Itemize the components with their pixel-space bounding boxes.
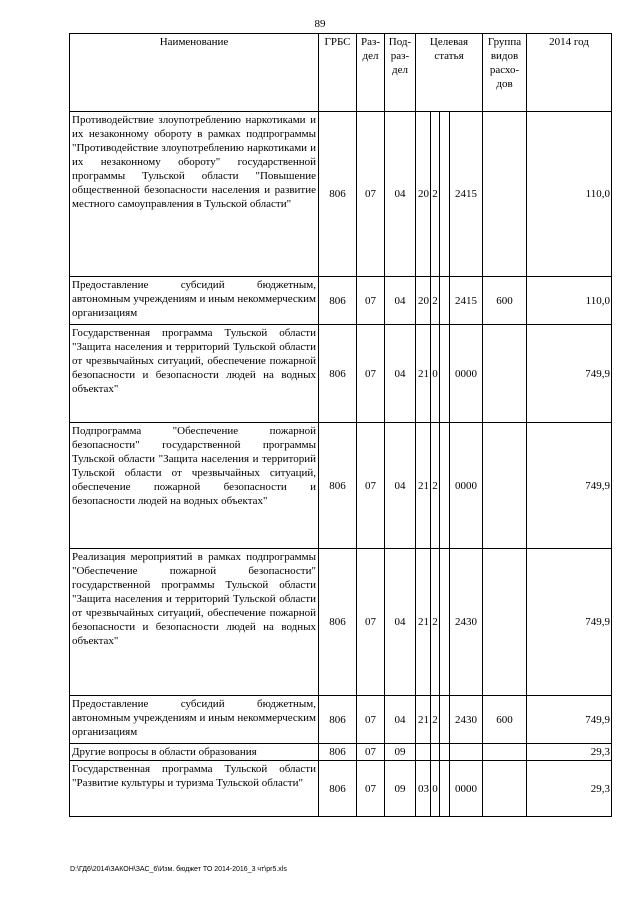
row-cs-subprogram: 2 (431, 277, 440, 325)
row-name: Предоставление субсидий бюджетным, автономным учреждениям и иным некоммерческим организациям (70, 696, 319, 744)
header-podrazdel: Под-раз-дел (385, 34, 416, 112)
row-name: Государственная программа Тульской области "Защита населения и территорий Тульской области от чрезвычайных ситуаций, обеспечение пожарной безопасности и безопасности людей на водных объектах" (70, 325, 319, 423)
row-cs-direction (450, 744, 483, 761)
row-vid-rashodov (483, 423, 527, 549)
row-grbs: 806 (319, 744, 357, 761)
row-cs-subprogram: 2 (431, 423, 440, 549)
row-cs-direction: 2430 (450, 696, 483, 744)
row-podrazdel: 09 (385, 744, 416, 761)
row-cs-extra (440, 325, 450, 423)
row-grbs: 806 (319, 325, 357, 423)
row-cs-direction: 2415 (450, 112, 483, 277)
row-name: Противодействие злоупотреблению наркотиками и их незаконному обороту в рамках подпрограммы "Противодействие злоупотреблению наркотиками и их незаконному обороту" государственной программы Тульской области "Повышение общественной безопасности населения и развитие местного самоуправления в Тульской области" (70, 112, 319, 277)
row-name: Государственная программа Тульской области "Развитие культуры и туризма Тульской области" (70, 761, 319, 817)
row-cs-extra (440, 744, 450, 761)
row-sum: 29,3 (527, 761, 612, 817)
file-path-footer: D:\ГД6\2014\ЗАКОН\ЗАС_6\Изм. бюджет ТО 2014-2016_3 чт\pr5.xls (70, 866, 287, 873)
row-cs-direction: 0000 (450, 761, 483, 817)
header-grbs: ГРБС (319, 34, 357, 112)
row-cs-extra (440, 277, 450, 325)
table-row (70, 112, 612, 277)
row-cs-program: 21 (416, 549, 431, 696)
header-celevaya: Целевая статья (416, 34, 483, 112)
row-vid-rashodov: 600 (483, 696, 527, 744)
table-row (70, 744, 612, 761)
row-sum: 749,9 (527, 423, 612, 549)
row-vid-rashodov (483, 549, 527, 696)
row-cs-direction: 2415 (450, 277, 483, 325)
row-vid-rashodov (483, 325, 527, 423)
table-row (70, 325, 612, 423)
row-name: Другие вопросы в области образования (70, 744, 319, 761)
row-cs-direction: 0000 (450, 423, 483, 549)
row-razdel: 07 (357, 549, 385, 696)
row-podrazdel: 04 (385, 325, 416, 423)
row-cs-extra (440, 112, 450, 277)
header-name: Наименование (70, 34, 319, 112)
row-cs-subprogram: 2 (431, 696, 440, 744)
row-sum: 749,9 (527, 325, 612, 423)
row-grbs: 806 (319, 696, 357, 744)
row-cs-subprogram (431, 744, 440, 761)
header-razdel: Раз-дел (357, 34, 385, 112)
page-number: 89 (314, 18, 326, 30)
row-cs-program (416, 744, 431, 761)
header-year: 2014 год (527, 34, 612, 112)
row-razdel: 07 (357, 696, 385, 744)
row-podrazdel: 04 (385, 277, 416, 325)
row-vid-rashodov (483, 761, 527, 817)
row-cs-subprogram: 2 (431, 112, 440, 277)
row-cs-program: 21 (416, 325, 431, 423)
table-row (70, 423, 612, 549)
row-sum: 749,9 (527, 696, 612, 744)
row-podrazdel: 04 (385, 112, 416, 277)
row-cs-direction: 2430 (450, 549, 483, 696)
row-grbs: 806 (319, 761, 357, 817)
row-cs-program: 21 (416, 696, 431, 744)
row-cs-program: 20 (416, 112, 431, 277)
row-cs-subprogram: 2 (431, 549, 440, 696)
row-grbs: 806 (319, 423, 357, 549)
row-vid-rashodov (483, 112, 527, 277)
row-name: Подпрограмма "Обеспечение пожарной безопасности" государственной программы Тульской области "Защита населения и территорий Тульской области от чрезвычайных ситуаций, обеспечение пожарной безопасности и безопасности людей на водных объектах" (70, 423, 319, 549)
row-sum: 110,0 (527, 277, 612, 325)
header-gruppa: Группа видов расхо-дов (483, 34, 527, 112)
row-razdel: 07 (357, 761, 385, 817)
row-sum: 29,3 (527, 744, 612, 761)
row-cs-program: 20 (416, 277, 431, 325)
row-grbs: 806 (319, 112, 357, 277)
row-vid-rashodov: 600 (483, 277, 527, 325)
row-razdel: 07 (357, 423, 385, 549)
row-podrazdel: 04 (385, 549, 416, 696)
budget-table (69, 33, 612, 817)
row-podrazdel: 04 (385, 423, 416, 549)
table-row (70, 277, 612, 325)
row-vid-rashodov (483, 744, 527, 761)
row-podrazdel: 04 (385, 696, 416, 744)
row-cs-extra (440, 423, 450, 549)
row-cs-extra (440, 549, 450, 696)
row-grbs: 806 (319, 277, 357, 325)
row-cs-subprogram: 0 (431, 761, 440, 817)
row-name: Реализация мероприятий в рамках подпрограммы "Обеспечение пожарной безопасности" государственной программы Тульской области "Защита населения и территорий Тульской области от чрезвычайных ситуаций, обеспечение пожарной безопасности и безопасности людей на водных объектах" (70, 549, 319, 696)
row-grbs: 806 (319, 549, 357, 696)
table-row (70, 761, 612, 817)
row-cs-extra (440, 696, 450, 744)
row-razdel: 07 (357, 277, 385, 325)
row-razdel: 07 (357, 744, 385, 761)
row-name: Предоставление субсидий бюджетным, автономным учреждениям и иным некоммерческим организациям (70, 277, 319, 325)
table-body (70, 112, 612, 817)
row-cs-program: 03 (416, 761, 431, 817)
row-razdel: 07 (357, 325, 385, 423)
row-podrazdel: 09 (385, 761, 416, 817)
row-cs-extra (440, 761, 450, 817)
row-cs-direction: 0000 (450, 325, 483, 423)
row-cs-program: 21 (416, 423, 431, 549)
row-cs-subprogram: 0 (431, 325, 440, 423)
row-razdel: 07 (357, 112, 385, 277)
row-sum: 110,0 (527, 112, 612, 277)
table-row (70, 549, 612, 696)
table-row (70, 696, 612, 744)
row-sum: 749,9 (527, 549, 612, 696)
